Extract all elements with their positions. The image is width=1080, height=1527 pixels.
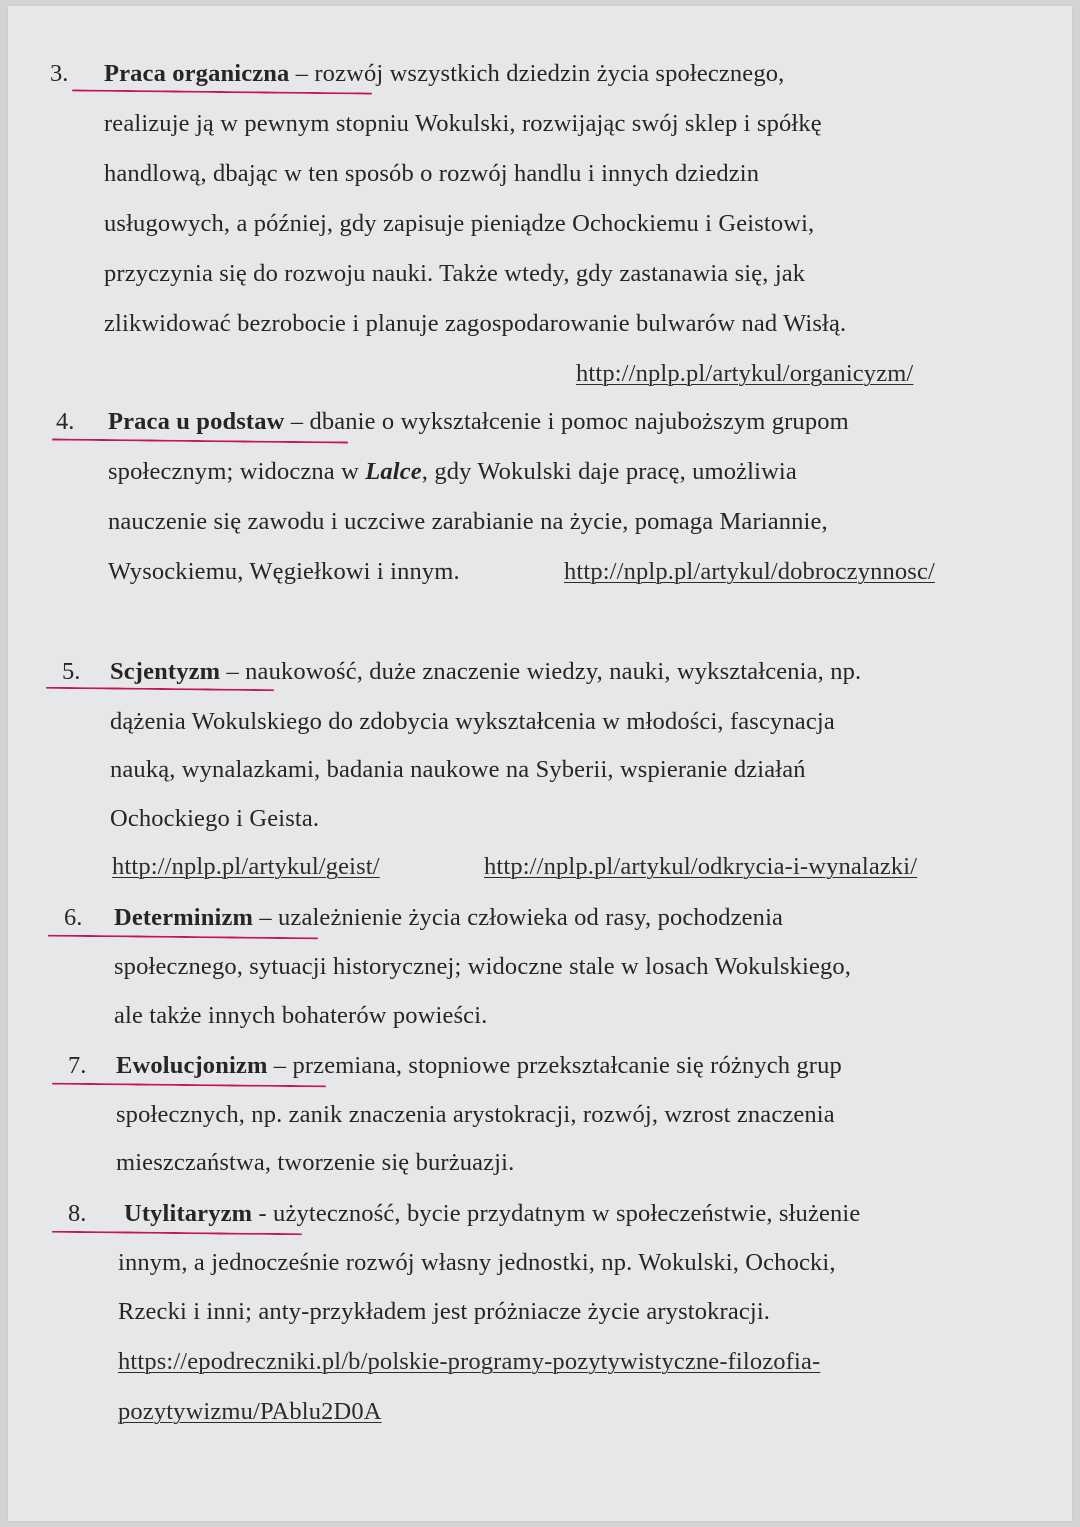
- item-number: 7.: [68, 1052, 87, 1079]
- item-first-line: Ewolucjonizm – przemiana, stopniowe przekształcanie się różnych grup: [116, 1052, 842, 1079]
- item-text-line: ale także innych bohaterów powieści.: [114, 1002, 488, 1029]
- item-term: Utylitaryzm: [124, 1200, 253, 1227]
- item-term: Ewolucjonizm: [116, 1052, 268, 1079]
- item-text: użyteczność, bycie przydatnym w społeczeństwie, służenie: [273, 1200, 861, 1227]
- item-term: Praca u podstaw: [108, 408, 285, 435]
- item-term: Praca organiczna: [104, 60, 290, 87]
- item-term: Determinizm: [114, 904, 254, 931]
- item-first-line: Praca organiczna – rozwój wszystkich dziedzin życia społecznego,: [104, 60, 785, 87]
- item-text: dbanie o wykształcenie i pomoc najuboższym grupom: [309, 408, 849, 435]
- reference-link[interactable]: http://nplp.pl/artykul/dobroczynnosc/: [564, 558, 935, 585]
- reference-link[interactable]: http://nplp.pl/artykul/odkrycia-i-wynalazki/: [484, 853, 918, 880]
- reference-link[interactable]: https://epodreczniki.pl/b/polskie-programy-pozytywistyczne-filozofia-: [118, 1348, 821, 1375]
- item-text-line: społecznego, sytuacji historycznej; widoczne stale w losach Wokulskiego,: [114, 953, 852, 980]
- item-text-line: handlową, dbając w ten sposób o rozwój handlu i innych dziedzin: [104, 160, 760, 187]
- item-number: 4.: [56, 408, 75, 435]
- book-title: Lalce: [365, 458, 422, 485]
- document-page: [8, 6, 1072, 1521]
- reference-link[interactable]: http://nplp.pl/artykul/geist/: [112, 853, 380, 880]
- item-text-line: mieszczaństwa, tworzenie się burżuazji.: [116, 1149, 515, 1176]
- item-text: przemiana, stopniowe przekształcanie się różnych grup: [292, 1052, 842, 1079]
- item-text-line: Ochockiego i Geista.: [110, 805, 320, 832]
- item-text-line: realizuje ją w pewnym stopniu Wokulski, rozwijając swój sklep i spółkę: [104, 110, 822, 137]
- item-text: naukowość, duże znaczenie wiedzy, nauki, wykształcenia, np.: [245, 658, 862, 685]
- highlight-underline: [52, 1231, 302, 1236]
- item-text-line: dążenia Wokulskiego do zdobycia wykształcenia w młodości, fascynacja: [110, 708, 835, 735]
- item-text-line: społecznych, np. zanik znaczenia arystokracji, rozwój, wzrost znaczenia: [116, 1101, 835, 1128]
- item-text-line: usługowych, a później, gdy zapisuje pieniądze Ochockiemu i Geistowi,: [104, 210, 815, 237]
- item-number: 8.: [68, 1200, 87, 1227]
- item-text-line: nauką, wynalazkami, badania naukowe na Syberii, wspieranie działań: [110, 756, 806, 783]
- item-first-line: Scjentyzm – naukowość, duże znaczenie wiedzy, nauki, wykształcenia, np.: [110, 658, 862, 685]
- highlight-underline: [48, 935, 318, 940]
- item-first-line: Determinizm – uzależnienie życia człowieka od rasy, pochodzenia: [114, 904, 784, 931]
- highlight-underline: [52, 1083, 326, 1088]
- item-first-line: Praca u podstaw – dbanie o wykształcenie i pomoc najuboższym grupom: [108, 408, 849, 435]
- item-term: Scjentyzm: [110, 658, 221, 685]
- reference-link[interactable]: http://nplp.pl/artykul/organicyzm/: [576, 360, 914, 387]
- item-number: 6.: [64, 904, 83, 931]
- item-text-line: społecznym; widoczna w Lalce, gdy Wokulski daje pracę, umożliwia: [108, 458, 797, 485]
- item-text: uzależnienie życia człowieka od rasy, pochodzenia: [278, 904, 784, 931]
- item-text-line: przyczynia się do rozwoju nauki. Także wtedy, gdy zastanawia się, jak: [104, 260, 806, 287]
- item-text-line: zlikwidować bezrobocie i planuje zagospodarowanie bulwarów nad Wisłą.: [104, 310, 847, 337]
- item-number: 5.: [62, 658, 81, 685]
- item-first-line: Utylitaryzm - użyteczność, bycie przydatnym w społeczeństwie, służenie: [124, 1200, 861, 1227]
- highlight-underline: [72, 89, 372, 94]
- item-text-line: innym, a jednocześnie rozwój własny jednostki, np. Wokulski, Ochocki,: [118, 1249, 836, 1276]
- item-number: 3.: [50, 60, 69, 87]
- reference-link-continued[interactable]: pozytywizmu/PAblu2D0A: [118, 1398, 382, 1425]
- item-text: rozwój wszystkich dziedzin życia społecznego,: [314, 60, 785, 87]
- item-text-line: Rzecki i inni; anty-przykładem jest próżniacze życie arystokracji.: [118, 1298, 771, 1325]
- item-text-line: Wysockiemu, Węgiełkowi i innym.: [108, 558, 460, 585]
- highlight-underline: [52, 438, 348, 443]
- item-text-line: nauczenie się zawodu i uczciwe zarabianie na życie, pomaga Mariannie,: [108, 508, 828, 535]
